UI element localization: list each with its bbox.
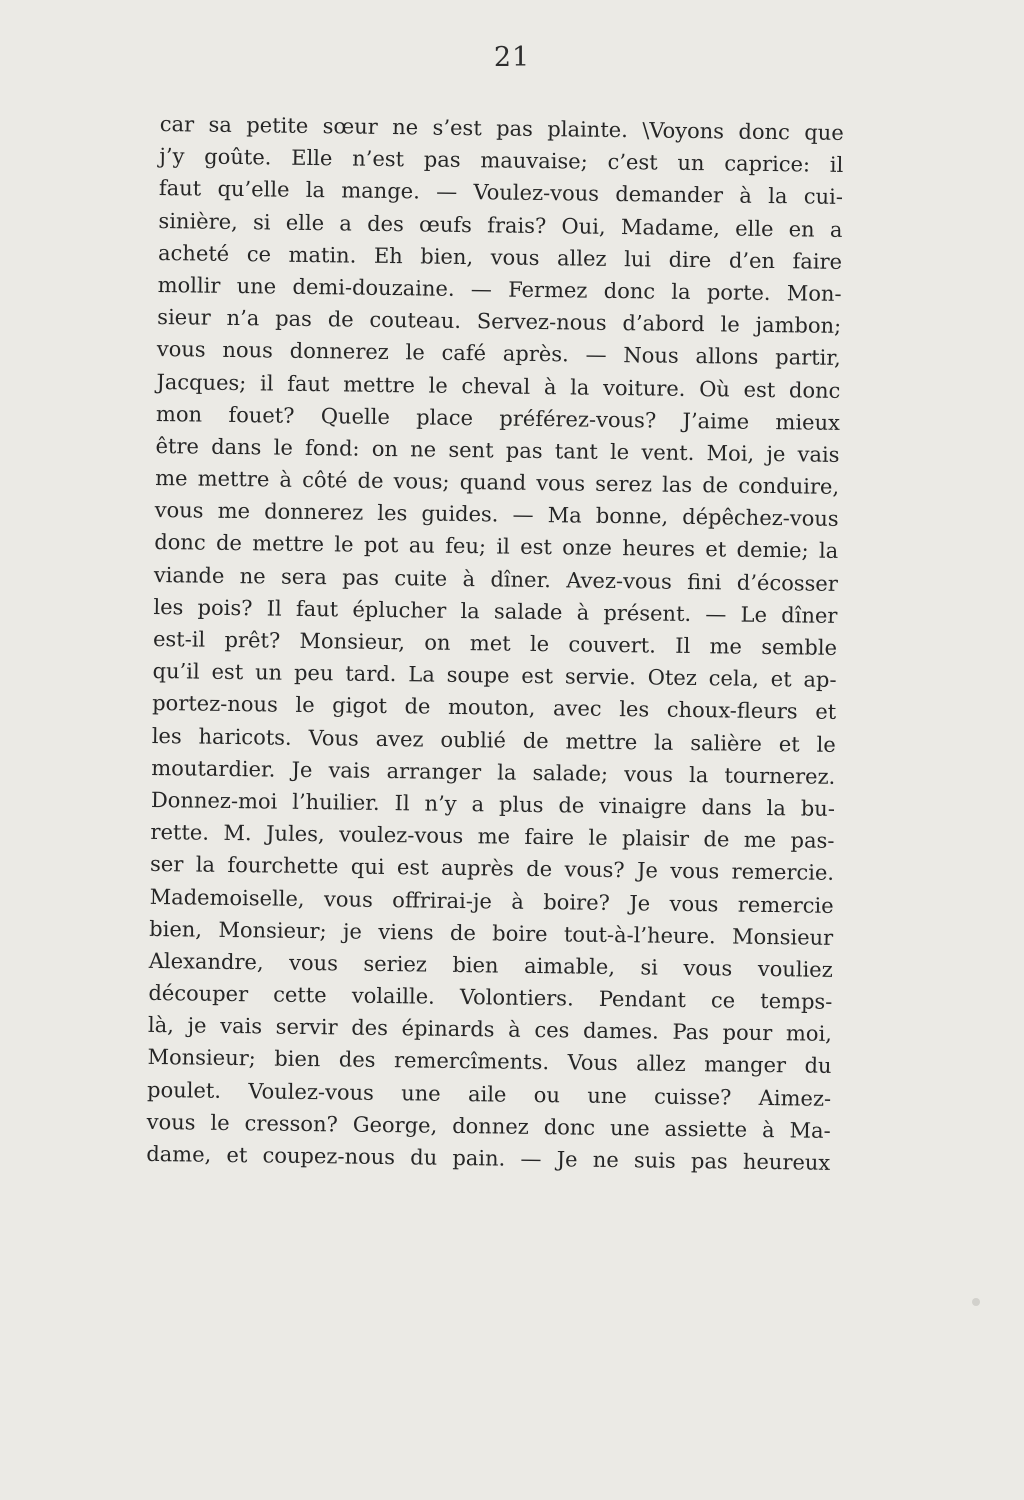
text-line: Monsieur; bien des remercîments. Vous allez manger du (147, 1045, 832, 1079)
text-line: car sa petite sœur ne s’est pas plainte. \Voyons donc que (159, 111, 844, 145)
text-line: dame, et coupez-nous du pain. — Je ne suis pas heureux (146, 1141, 831, 1175)
text-line: qu’il est un peu tard. La soupe est servie. Otez cela, et ap- (152, 659, 837, 693)
text-line: vous me donnerez les guides. — Ma bonne, dépêchez-vous (154, 498, 839, 532)
text-line: acheté ce matin. Eh bien, vous allez lui dire d’en faire (157, 240, 843, 274)
text-line: Jacques; il faut mettre le cheval à la voiture. Où est donc (156, 369, 841, 403)
text-line: viande ne sera pas cuite à dîner. Avez-vous fini d’écosser (153, 562, 838, 596)
text-line: portez-nous le gigot de mouton, avec les choux-fleurs et (152, 691, 837, 725)
text-line: est-il prêt? Monsieur, on met le couvert. Il me semble (152, 626, 838, 660)
text-line: vous le cresson? George, donnez donc une assiette à Ma- (146, 1109, 831, 1143)
text-line: ser la fourchette qui est auprès de vous? Je vous remercie. (149, 852, 835, 886)
text-line: vous nous donnerez le café après. — Nous allons partir, (156, 337, 841, 371)
text-line: j’y goûte. Elle n’est pas mauvaise; c’est un caprice: il (159, 144, 844, 178)
text-line: mollir une demi-douzaine. — Fermez donc la porte. Mon- (157, 272, 842, 306)
text-line: mon fouet? Quelle place préférez-vous? J’aime mieux (155, 401, 841, 435)
text-line: me mettre à côté de vous; quand vous serez las de conduire, (154, 466, 840, 499)
text-line: poulet. Voulez-vous une aile ou une cuisse? Aimez- (146, 1077, 832, 1111)
text-line: là, je vais servir des épinards à ces dames. Pas pour moi, (147, 1013, 833, 1047)
text-line: les haricots. Vous avez oublié de mettre la salière et le (151, 723, 836, 757)
text-line: sinière, si elle a des œufs frais? Oui, Madame, elle en a (158, 208, 843, 242)
text-line: bien, Monsieur; je viens de boire tout-à-l’heure. Monsieur (149, 916, 834, 950)
body-text (146, 108, 844, 1179)
text-line: faut qu’elle la mange. — Voulez-vous demander à la cui- (158, 176, 844, 210)
text-line: Alexandre, vous seriez bien aimable, si vous vouliez (148, 948, 833, 982)
text-line: moutardier. Je vais arranger la salade; vous la tournerez. (151, 755, 836, 789)
text-line: rette. M. Jules, voulez-vous me faire le plaisir de me pas- (150, 820, 835, 854)
text-line: sieur n’a pas de couteau. Servez-nous d’abord le jambon; (157, 305, 842, 339)
text-line: donc de mettre le pot au feu; il est onze heures et demie; la (154, 530, 839, 564)
paper-speck (972, 1298, 980, 1306)
text-line: découper cette volaille. Volontiers. Pendant ce temps- (148, 980, 833, 1014)
page-number: 21 (493, 42, 531, 73)
text-line: Mademoiselle, vous offrirai-je à boire? Je vous remercie (149, 884, 834, 918)
text-line: les pois? Il faut éplucher la salade à présent. — Le dîner (153, 594, 838, 628)
text-line: Donnez-moi l’huilier. Il n’y a plus de vinaigre dans la bu- (150, 787, 836, 821)
text-line: être dans le fond: on ne sent pas tant le vent. Moi, je vais (155, 433, 840, 467)
